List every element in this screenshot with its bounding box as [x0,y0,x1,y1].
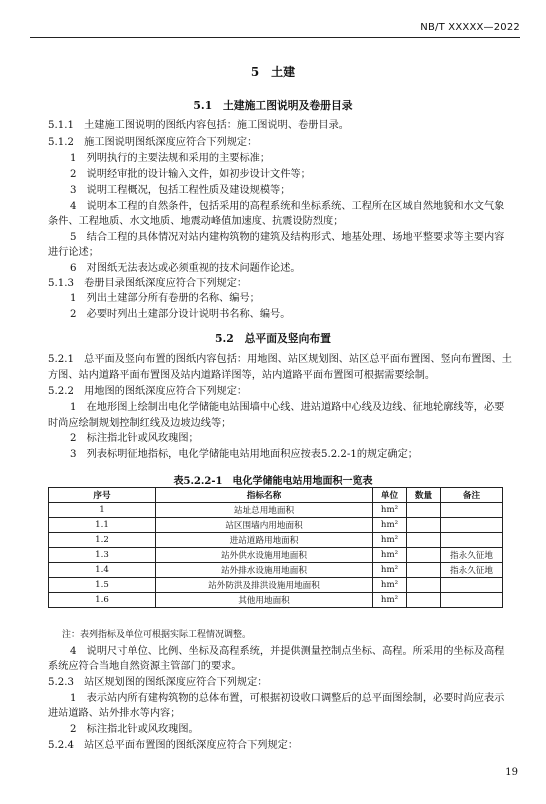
body-line: 4 说明尺寸单位、比例、坐标及高程系统，并提供测量控制点坐标、高程。所采用的坐标及高程 [70,646,505,657]
cell-no: 1.2 [49,533,156,548]
body-line: 进行论述； [48,247,99,258]
cell-no: 1.5 [49,578,156,593]
body-line: 6 对图纸无法表达或必须重视的技术问题作论述。 [70,263,301,274]
body-line: 进站道路、站外排水等内容； [48,708,181,719]
body-line: 系统应符合当地自然资源主管部门的要求。 [48,661,242,672]
chapter-title: 5 土建 [250,65,296,79]
body-line: 3 说明工程概况，包括工程性质及建设规模等； [70,185,291,196]
body-line: 3 列表标明征地指标，电化学储能电站用地面积应按表5.2.2-1的规定确定； [70,449,418,460]
cell-quantity [407,533,441,548]
body-line: 2 说明经审批的设计输入文件，如初步设计文件等； [70,169,311,180]
cell-indicator: 其他用地面积 [156,593,373,608]
land-area-table [48,487,503,608]
cell-quantity [407,578,441,593]
cell-quantity [407,548,441,563]
body-line: 5.2.1 总平面及竖向布置的图纸内容包括：用地图、站区规划图、站区总平面布置图、竖向布置图、土 [48,354,512,365]
cell-no: 1.3 [49,548,156,563]
table-row [49,563,503,578]
body-line: 4 说明本工程的自然条件，包括采用的高程系统和坐标系统、工程所在区域自然地貌和水文气象 [70,201,505,212]
body-line: 5.1.3 卷册目录图纸深度应符合下列规定： [48,278,248,289]
table-row [49,548,503,563]
cell-indicator: 站区围墙内用地面积 [156,518,373,533]
cell-indicator: 站址总用地面积 [156,503,373,518]
body-line: 1 表示站内所有建构筑物的总体布置，可根据初设收口调整后的总平面图绘制，必要时尚应表示 [70,693,505,704]
body-line: 2 标注指北针或风玫瑰图； [70,433,199,444]
body-line: 条件、工程地质、水文地质、地震动峰值加速度、抗震设防烈度； [48,216,344,227]
col-header-remark: 备注 [441,488,503,503]
body-line: 5.1.1 土建施工图说明的图纸内容包括：施工图说明、卷册目录。 [48,120,349,131]
cell-indicator: 站外供水设施用地面积 [156,548,373,563]
table-caption: 表5.2.2-1 电化学储能电站用地面积一览表 [173,476,373,487]
section-5-1-title: 5.1 土建施工图说明及卷册目录 [193,99,353,112]
page-number: 19 [505,767,518,778]
table-row [49,578,503,593]
cell-indicator: 站外排水设施用地面积 [156,563,373,578]
col-header-indicator: 指标名称 [156,488,373,503]
cell-indicator: 站外防洪及排洪设施用地面积 [156,578,373,593]
cell-quantity [407,518,441,533]
table-row [49,503,503,518]
cell-remark: 指永久征地 [441,548,503,563]
cell-unit: hm² [373,533,407,548]
standard-number: NB/T XXXXX—2022 [420,22,520,33]
cell-quantity [407,593,441,608]
table-note: 注：表列指标及单位可根据实际工程情况调整。 [62,630,252,640]
body-line: 1 列出土建部分所有卷册的名称、编号； [70,293,260,304]
cell-no: 1 [49,503,156,518]
body-line: 5.2.2 用地图的图纸深度应符合下列规定： [48,386,248,397]
cell-no: 1.1 [49,518,156,533]
cell-remark [441,533,503,548]
col-header-no: 序号 [49,488,156,503]
body-line: 1 列明执行的主要法规和采用的主要标准； [70,153,271,164]
cell-remark [441,578,503,593]
cell-unit: hm² [373,578,407,593]
body-line: 5.1.2 施工图说明图纸深度应符合下列规定： [48,137,258,148]
cell-unit: hm² [373,593,407,608]
cell-remark [441,518,503,533]
body-line: 5.2.3 站区规划图的图纸深度应符合下列规定： [48,677,268,688]
cell-remark [441,503,503,518]
body-line: 5 结合工程的具体情况对站内建构筑物的建筑及结构形式、地基处理、场地平整要求等主要内容 [70,232,505,243]
cell-unit: hm² [373,548,407,563]
table-row [49,593,503,608]
cell-remark [441,593,503,608]
table-row [49,533,503,548]
col-header-quantity: 数量 [407,488,441,503]
body-line: 方图、站内道路平面布置图及站内道路详图等，站内道路平面布置图可根据需要绘制。 [48,370,436,381]
cell-indicator: 进站道路用地面积 [156,533,373,548]
cell-quantity [407,563,441,578]
cell-no: 1.4 [49,563,156,578]
col-header-unit: 单位 [373,488,407,503]
body-line: 2 标注指北针或风玫瑰图。 [70,724,199,735]
cell-quantity [407,503,441,518]
cell-unit: hm² [373,503,407,518]
cell-no: 1.6 [49,593,156,608]
body-line: 1 在地形图上绘制出电化学储能电站围墙中心线、进站道路中心线及边线、征地轮廓线等，必要 [70,402,505,413]
table-header-row [49,488,503,503]
cell-unit: hm² [373,563,407,578]
body-line: 2 必要时列出土建部分设计说明书名称、编号。 [70,309,291,320]
table-row [49,518,503,533]
header-rule [30,37,520,38]
body-line: 时尚应绘制规划控制红线及边坡边线等； [48,418,232,429]
cell-unit: hm² [373,518,407,533]
section-5-2-title: 5.2 总平面及竖向布置 [215,332,331,345]
body-line: 5.2.4 站区总平面布置图的图纸深度应符合下列规定： [48,740,299,751]
cell-remark: 指永久征地 [441,563,503,578]
